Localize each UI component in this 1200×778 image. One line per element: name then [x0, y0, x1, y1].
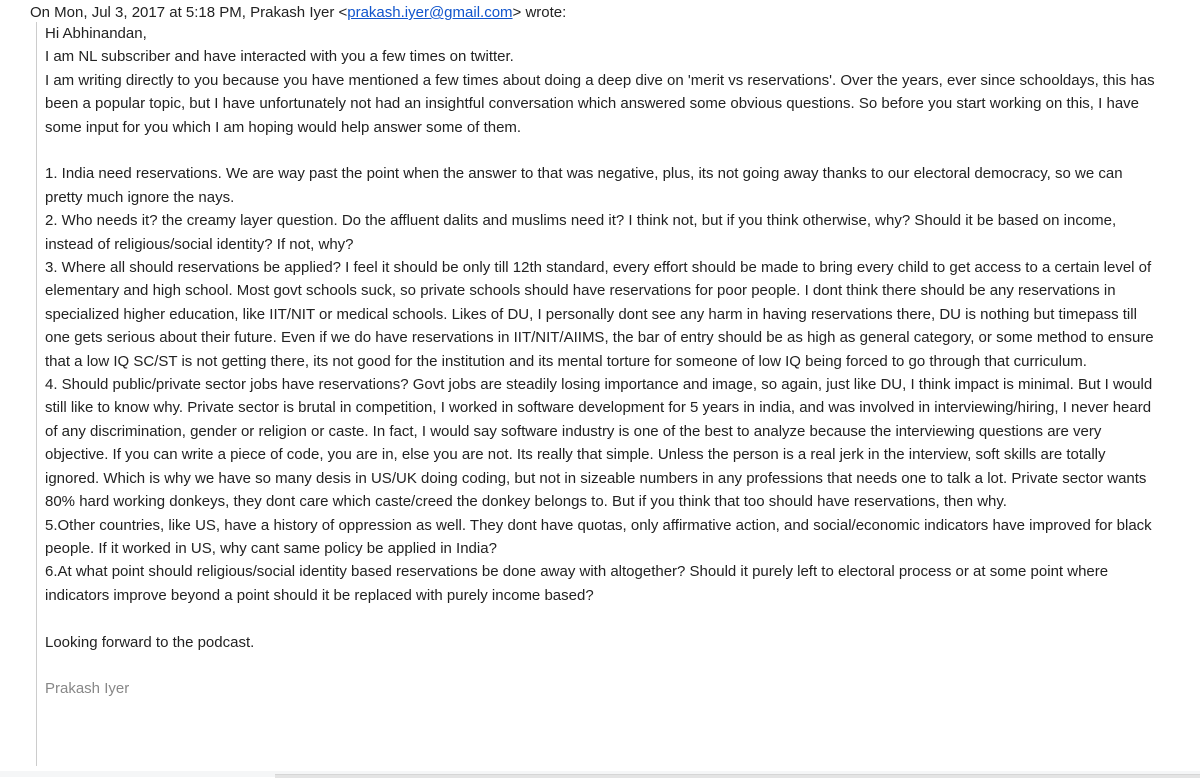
- header-suffix: > wrote:: [512, 4, 567, 21]
- quoted-message-body: [36, 22, 1156, 766]
- horizontal-scrollbar[interactable]: [275, 774, 1200, 778]
- closing-line: Looking forward to the podcast.: [45, 633, 255, 651]
- blank-line: [45, 607, 1156, 630]
- point-4: 4. Should public/private sector jobs have reservations? Govt jobs are steadily losing importance and image, so again, just like DU, I think impact is minimal. But I would still like to know why. Private sector is brutal in competition, I worked in software development for 5 years in india, and was involved in interviewing/hiring, I never heard of any discrimination, gender or religion or caste. In fact, I would say software industry is one of the best to analyze because the interviewing questions are very objective. If you can write a piece of code, you are in, else you are not. Its really that simple. Unless the person is a real jerk in the interview, soft skills are totally ignored. Which is why we have so many desis in US/UK doing coding, but not in sizeable numbers in any professions that needs one to talk a lot. Private sector wants 80% hard working donkeys, they dont care which caste/creed the donkey belongs to. But if you think that too should have reservations, then why.: [45, 376, 1153, 511]
- signature: Prakash Iyer: [45, 680, 130, 698]
- quoted-header: [30, 3, 566, 23]
- greeting: Hi Abhinandan,: [45, 25, 147, 42]
- header-prefix: On Mon, Jul 3, 2017 at 5:18 PM, Prakash Iyer <: [30, 4, 348, 21]
- point-5: 5.Other countries, like US, have a history of oppression as well. They dont have quotas, only affirmative action, and social/economic indicators have improved for black people. If it worked in US, why cant same policy be applied in India?: [45, 516, 1152, 557]
- point-1: 1. India need reservations. We are way past the point when the answer to that was negative, plus, its not going away thanks to our electoral democracy, so we can pretty much ignore the nays.: [45, 165, 1123, 206]
- intro-paragraph: I am writing directly to you because you have mentioned a few times about doing a deep dive on 'merit vs reservations'. Over the years, ever since schooldays, this has been a popular topic, but I have unfortunately not had an insightful conversation which answered some obvious questions. So before you start working on this, I have some input for you which I am hoping would help answer some of them.: [45, 71, 1155, 136]
- blank-line: [45, 139, 1156, 162]
- sender-email-link[interactable]: prakash.iyer@gmail.com: [347, 4, 513, 21]
- point-3: 3. Where all should reservations be applied? I feel it should be only till 12th standard, every effort should be made to bring every child to get access to a certain level of elementary and high school. Most govt schools suck, so private schools should have reservations for poor people. I dont think there should be any reservations in specialized higher education, like IIT/NIT or medical schools. Likes of DU, I personally dont see any harm in having reservations there, DU is nothing but timepass till one gets serious about their future. Even if we do have reservations in IIT/NIT/AIIMS, the bar of entry should be as high as general category, or some method to ensure that a low IQ SC/ST is not getting there, its not good for the institution and its mental torture for someone of low IQ being forced to go through that curriculum.: [45, 259, 1154, 370]
- body-line: I am NL subscriber and have interacted with you a few times on twitter.: [45, 48, 514, 66]
- point-6: 6.At what point should religious/social identity based reservations be done away with altogether? Should it purely left to electoral process or at some point where indicators improve beyond a point should it be replaced with purely income based?: [45, 563, 1109, 604]
- point-2: 2. Who needs it? the creamy layer question. Do the affluent dalits and muslims need it? I think not, but if you think otherwise, why? Should it be based on income, instead of religious/social identity? If not, why?: [45, 212, 1117, 253]
- blank-line: [45, 654, 1156, 677]
